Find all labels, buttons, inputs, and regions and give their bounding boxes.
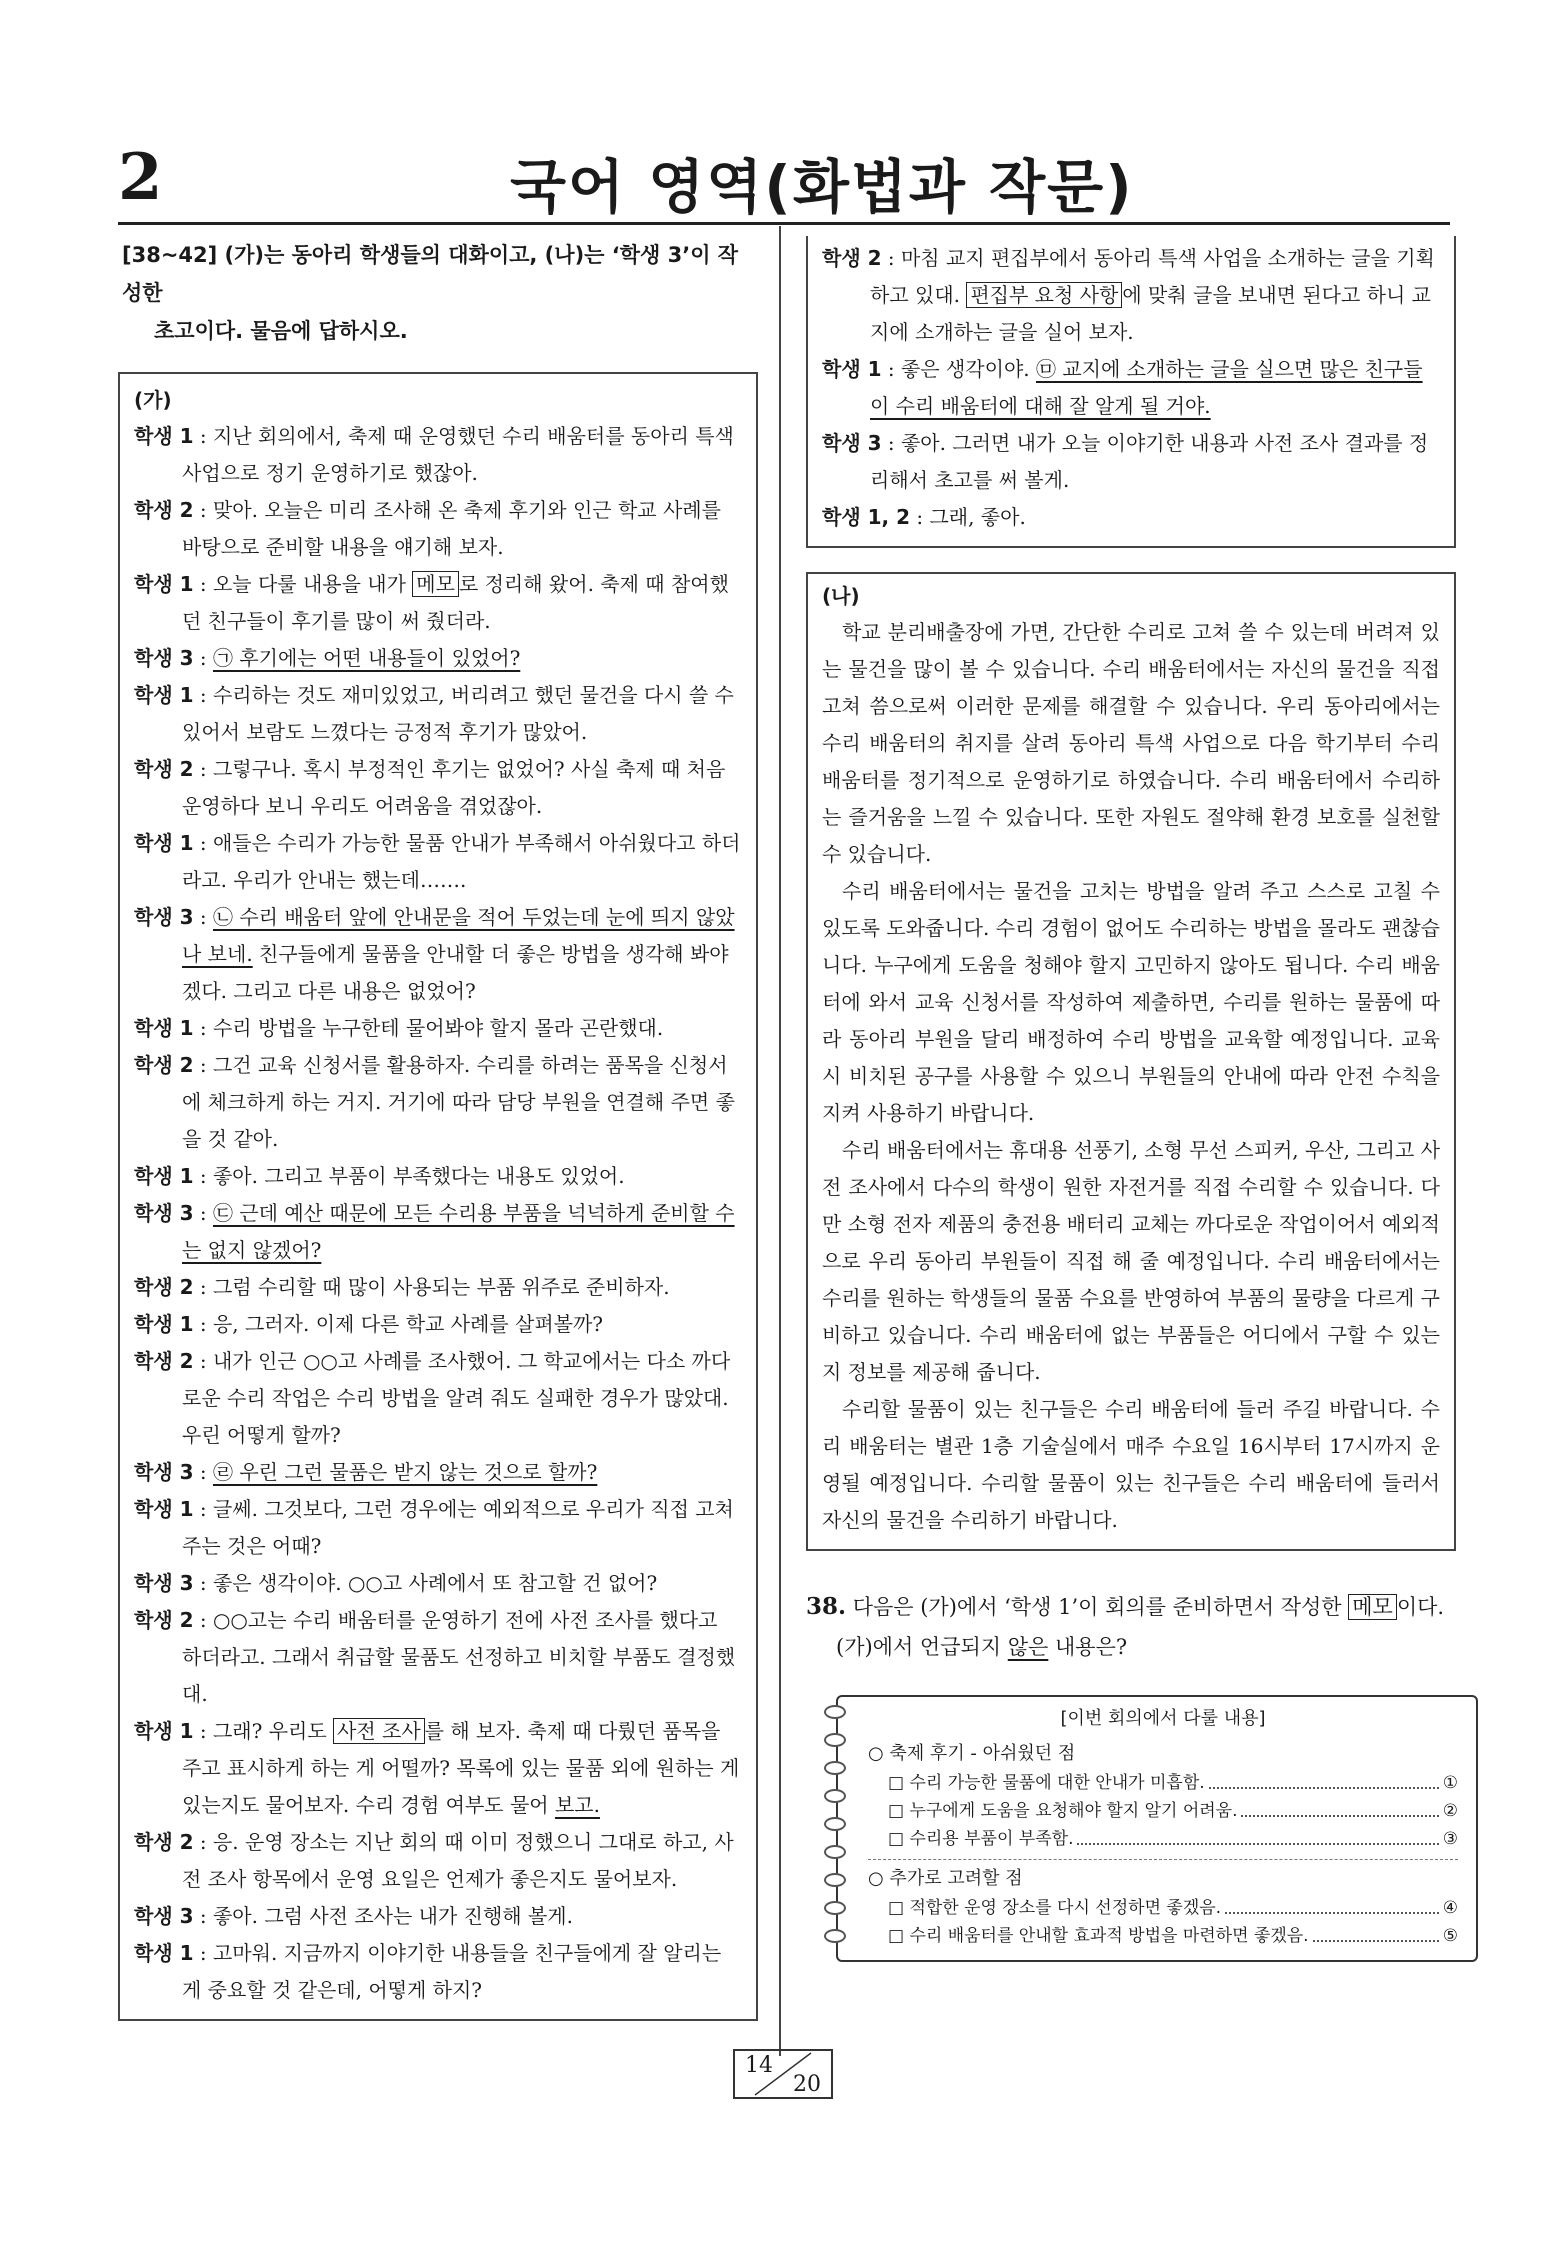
leader-dots bbox=[1077, 1825, 1438, 1845]
choice-number: ③ bbox=[1442, 1829, 1458, 1849]
utterance: 좋은 생각이야. ○○고 사례에서 또 참고할 건 없어? bbox=[212, 1571, 658, 1595]
utterance: ○○고는 수리 배움터를 운영하기 전에 사전 조사를 했다고 하더라고. 그래서 취급할 물품도 선정하고 비치할 부품도 결정했대. bbox=[182, 1608, 736, 1706]
speaker: 학생 1 bbox=[822, 357, 882, 381]
underlined-utterance: ㉣ 우린 그런 물품은 받지 않는 것으로 할까? bbox=[212, 1460, 598, 1484]
paragraph: 수리 배움터에서는 휴대용 선풍기, 소형 무선 스피커, 우산, 그리고 사전 조사에서 다수의 학생이 원한 자전거를 직접 수리할 수 있습니다. 다만 소형 전자 제품의 충전용 배터리 교체는 까다로운 작업이어서 예외적으로 우리 동아리 부원들이 직접 해 줄 예정입니다. 수리 배움터에서는 수리를 원하는 학생들의 물품 수요를 반영하여 부품의 물량을 다르게 구비하고 있습니다. 수리 배움터에 없는 부품들은 어디에서 구할 수 있는지 정보를 제공해 줍니다. bbox=[822, 1138, 1440, 1384]
passage-na-paragraphs bbox=[822, 614, 1440, 1539]
question-line2-underlined: 않은 bbox=[1007, 1635, 1049, 1659]
question-text-pre: 다음은 (가)에서 ‘학생 1’이 회의를 준비하면서 작성한 bbox=[852, 1595, 1349, 1619]
page-current: 14 bbox=[745, 2053, 773, 2078]
utterance: 그래? 우리도 bbox=[212, 1719, 334, 1743]
speaker: 학생 2 bbox=[134, 757, 194, 781]
passage-ga-box bbox=[118, 372, 758, 2021]
speaker: 학생 3 bbox=[134, 1571, 194, 1595]
utterance: 응, 그러자. 이제 다른 학교 사례를 살펴볼까? bbox=[212, 1312, 604, 1336]
dialogue-line: 학생 3 : 좋아. 그러면 내가 오늘 이야기한 내용과 사전 조사 결과를 정리해서 초고를 써 볼게. bbox=[822, 431, 1429, 492]
paragraph: 수리할 물품이 있는 친구들은 수리 배움터에 들러 주길 바랍니다. 수리 배움터는 별관 1층 기술실에서 매주 수요일 16시부터 17시까지 운영될 예정입니다. 수리할 물품이 있는 친구들은 수리 배움터에 들러서 자신의 물건을 수리하기 바랍니다. bbox=[822, 1397, 1440, 1532]
speaker: 학생 2 bbox=[134, 1275, 194, 1299]
memo-item-text: □ 수리 가능한 물품에 대한 안내가 미흡함. bbox=[888, 1773, 1205, 1793]
utterance: 를 해 보자. 축제 때 다뤘던 품목을 주고 표시하게 하는 게 어떨까? 목록에 있는 물품 외에 원하는 게 있는지도 물어보자. 수리 경험 여부도 물어 bbox=[182, 1719, 740, 1817]
question-38 bbox=[806, 1587, 1456, 1667]
utterance: 좋아. 그러면 내가 오늘 이야기한 내용과 사전 조사 결과를 정리해서 초고를 써 볼게. bbox=[870, 431, 1429, 492]
dialogue-line: 학생 1 : 고마워. 지금까지 이야기한 내용들을 친구들에게 잘 알리는 게 중요할 것 같은데, 어떻게 하지? bbox=[134, 1941, 722, 2002]
speaker: 학생 2 bbox=[134, 1053, 194, 1077]
utterance: 좋아. 그럼 사전 조사는 내가 진행해 볼게. bbox=[212, 1904, 573, 1928]
passage-na-label: (나) bbox=[822, 584, 860, 608]
memo-item-text: □ 누구에게 도움을 요청해야 할지 알기 어려움. bbox=[888, 1801, 1238, 1821]
passage-ga-continued-box bbox=[806, 236, 1456, 548]
speaker: 학생 3 bbox=[134, 1904, 194, 1928]
utterance: 지난 회의에서, 축제 때 운영했던 수리 배움터를 동아리 특색 사업으로 정기 운영하기로 했잖아. bbox=[182, 424, 734, 485]
memo-item bbox=[868, 1825, 1458, 1853]
speaker: 학생 1 bbox=[134, 1497, 194, 1521]
page-title: 국어 영역(화법과 작문) bbox=[510, 153, 1134, 221]
speaker: 학생 1 bbox=[134, 831, 194, 855]
utterance: 그건 교육 신청서를 활용하자. 수리를 하려는 품목을 신청서에 체크하게 하는 거지. 거기에 따라 담당 부원을 연결해 주면 좋을 것 같아. bbox=[182, 1053, 735, 1151]
dialogue-line: 학생 1 : 지난 회의에서, 축제 때 운영했던 수리 배움터를 동아리 특색 사업으로 정기 운영하기로 했잖아. bbox=[134, 424, 734, 485]
speaker: 학생 1 bbox=[134, 1719, 194, 1743]
dialogue-line: 학생 2 : 내가 인근 ○○고 사례를 조사했어. 그 학교에서는 다소 까다로운 수리 작업은 수리 방법을 알려 줘도 실패한 경우가 많았대. 우린 어떻게 할까? bbox=[134, 1349, 731, 1447]
dialogue-line: 학생 2 : 맞아. 오늘은 미리 조사해 온 축제 후기와 인근 학교 사례를 바탕으로 준비할 내용을 얘기해 보자. bbox=[134, 498, 721, 559]
underlined-utterance: ㉢ 근데 예산 때문에 모든 수리용 부품을 넉넉하게 준비할 수는 없지 않겠어? bbox=[182, 1201, 735, 1262]
memo-item-text: □ 수리 배움터를 안내할 효과적 방법을 마련하면 좋겠음. bbox=[888, 1926, 1309, 1946]
question-line2-pre: (가)에서 언급되지 bbox=[836, 1635, 1008, 1659]
dialogue-line: 학생 3 : 좋은 생각이야. ○○고 사례에서 또 참고할 건 없어? bbox=[134, 1571, 658, 1595]
underlined-utterance: ㉠ 후기에는 어떤 내용들이 있었어? bbox=[212, 646, 521, 670]
speaker: 학생 3 bbox=[134, 1201, 194, 1225]
dialogue-line: 학생 1 : 응, 그러자. 이제 다른 학교 사례를 살펴볼까? bbox=[134, 1312, 604, 1336]
underlined-utterance: ㉡ 수리 배움터 앞에 안내문을 적어 두었는데 눈에 띄지 않았나 보네. bbox=[182, 905, 735, 966]
question-line2 bbox=[806, 1627, 1456, 1667]
memo-items2 bbox=[868, 1894, 1458, 1950]
dialogue-list bbox=[134, 418, 742, 2009]
speaker: 학생 2 bbox=[134, 1608, 194, 1632]
memo-divider bbox=[868, 1859, 1458, 1860]
dialogue-line: 학생 3 : ㉠ 후기에는 어떤 내용들이 있었어? bbox=[134, 646, 521, 670]
dialogue-line: 학생 2 : 응. 운영 장소는 지난 회의 때 이미 정했으니 그대로 하고, 사전 조사 항목에서 운영 요일은 언제가 좋은지도 물어보자. bbox=[134, 1830, 734, 1891]
leader-dots bbox=[1225, 1894, 1439, 1914]
utterance: 좋은 생각이야. bbox=[900, 357, 1036, 381]
leader-dots bbox=[1313, 1922, 1439, 1942]
question-number: 38. bbox=[806, 1593, 847, 1620]
paragraph: 수리 배움터에서는 물건을 고치는 방법을 알려 주고 스스로 고칠 수 있도록 도와줍니다. 수리 경험이 없어도 수리하는 방법을 몰라도 괜찮습니다. 누구에게 도움을 청해야 할지 고민하지 않아도 됩니다. 수리 배움터에 와서 교육 신청서를 작성하여 제출하면, 수리를 원하는 물품에 따라 동아리 부원을 달리 배정하여 수리 방법을 교육할 예정입니다. 교육 시 비치된 공구를 사용할 수 있으니 부원들의 안내에 따라 안전 수칙을 지켜 사용하기 바랍니다. bbox=[822, 879, 1440, 1125]
memo-section1: ○ 축제 후기 - 아쉬웠던 점 bbox=[868, 1743, 1076, 1764]
memo-card bbox=[836, 1695, 1478, 1962]
speaker: 학생 1 bbox=[134, 1312, 194, 1336]
instruction bbox=[118, 236, 758, 350]
utterance: 마침 교지 편집부에서 동아리 특색 사업을 소개하는 글을 기획하고 있대. bbox=[870, 246, 1435, 307]
boxed-term: 사전 조사 bbox=[333, 1718, 425, 1744]
question-line2-post: 내용은? bbox=[1048, 1635, 1128, 1659]
memo-items1 bbox=[868, 1769, 1458, 1853]
question-text-post: 이다. bbox=[1396, 1595, 1445, 1619]
header-rule bbox=[118, 222, 1450, 225]
utterance: 친구들에게 물품을 안내할 더 좋은 방법을 생각해 봐야겠다. 그리고 다른 내용은 없었어? bbox=[182, 942, 729, 1003]
memo-item bbox=[868, 1922, 1458, 1950]
utterance: 애들은 수리가 가능한 물품 안내가 부족해서 아쉬웠다고 하더라고. 우리가 안내는 했는데……. bbox=[182, 831, 741, 892]
speaker: 학생 1, 2 bbox=[822, 505, 910, 529]
utterance: 맞아. 오늘은 미리 조사해 온 축제 후기와 인근 학교 사례를 바탕으로 준비할 내용을 얘기해 보자. bbox=[182, 498, 721, 559]
paragraph: 학교 분리배출장에 가면, 간단한 수리로 고쳐 쓸 수 있는데 버려져 있는 물건을 많이 볼 수 있습니다. 수리 배움터에서는 자신의 물건을 직접 고쳐 씀으로써 이러한 문제를 해결할 수 있습니다. 우리 동아리에서는 수리 배움터의 취지를 살려 동아리 특색 사업으로 다음 학기부터 수리 배움터를 정기적으로 운영하기로 하였습니다. 수리 배움터에서 수리하는 즐거움을 느낄 수 있습니다. 또한 자원도 절약해 환경 보호를 실천할 수 있습니다. bbox=[822, 620, 1440, 866]
leader-dots bbox=[1241, 1797, 1438, 1817]
dialogue-line: 학생 1 : 오늘 다룰 내용을 내가 메모 로 정리해 왔어. 축제 때 참여했던 친구들이 후기를 많이 써 줬더라. bbox=[134, 572, 729, 633]
right-column bbox=[806, 236, 1456, 1962]
dialogue-line: 학생 1 : 좋아. 그리고 부품이 부족했다는 내용도 있었어. bbox=[134, 1164, 625, 1188]
leader-dots bbox=[1209, 1769, 1439, 1789]
underlined-utterance: ㉤ 교지에 소개하는 글을 실으면 많은 친구들이 수리 배움터에 대해 잘 알게 될 거야. bbox=[870, 357, 1423, 418]
passage-na-box bbox=[806, 572, 1456, 1551]
utterance: 로 정리해 왔어. 축제 때 참여했던 친구들이 후기를 많이 써 줬더라. bbox=[182, 572, 729, 633]
boxed-term: 메모 bbox=[412, 571, 459, 597]
memo-item bbox=[868, 1797, 1458, 1825]
dialogue-line: 학생 1 : 좋은 생각이야. ㉤ 교지에 소개하는 글을 실으면 많은 친구들이 수리 배움터에 대해 잘 알게 될 거야. bbox=[822, 357, 1423, 418]
speaker: 학생 1 bbox=[134, 1016, 194, 1040]
column-divider bbox=[779, 226, 781, 2056]
dialogue-line: 학생 1 : 그래? 우리도 사전 조사 를 해 보자. 축제 때 다뤘던 품목을 주고 표시하게 하는 게 어떨까? 목록에 있는 물품 외에 원하는 게 있는지도 물어보자. 수리 경험 여부도 물어 보고. bbox=[134, 1719, 740, 1817]
speaker: 학생 3 bbox=[134, 905, 194, 929]
speaker: 학생 2 bbox=[134, 1830, 194, 1854]
speaker: 학생 2 bbox=[822, 246, 882, 270]
page-number: 2 bbox=[118, 140, 163, 215]
utterance: 응. 운영 장소는 지난 회의 때 이미 정했으니 그대로 하고, 사전 조사 항목에서 운영 요일은 언제가 좋은지도 물어보자. bbox=[182, 1830, 734, 1891]
utterance: 그렇구나. 혹시 부정적인 후기는 없었어? 사실 축제 때 처음 운영하다 보니 우리도 어려움을 겪었잖아. bbox=[182, 757, 726, 818]
utterance: 고마워. 지금까지 이야기한 내용들을 친구들에게 잘 알리는 게 중요할 것 같은데, 어떻게 하지? bbox=[182, 1941, 722, 2002]
dialogue-line: 학생 1 : 글쎄. 그것보다, 그런 경우에는 예외적으로 우리가 직접 고쳐 주는 것은 어때? bbox=[134, 1497, 734, 1558]
utterance: 좋아. 그리고 부품이 부족했다는 내용도 있었어. bbox=[212, 1164, 625, 1188]
memo-title: [이번 회의에서 다룰 내용] bbox=[1060, 1708, 1266, 1729]
question-boxed-term: 메모 bbox=[1348, 1594, 1397, 1620]
speaker: 학생 1 bbox=[134, 1164, 194, 1188]
memo-section2: ○ 추가로 고려할 점 bbox=[868, 1868, 1023, 1889]
speaker: 학생 1 bbox=[134, 683, 194, 707]
utterance: 오늘 다룰 내용을 내가 bbox=[212, 572, 413, 596]
utterance: 글쎄. 그것보다, 그런 경우에는 예외적으로 우리가 직접 고쳐 주는 것은 어때? bbox=[182, 1497, 734, 1558]
dialogue-line: 학생 3 : ㉣ 우린 그런 물품은 받지 않는 것으로 할까? bbox=[134, 1460, 598, 1484]
dialogue-line: 학생 3 : 좋아. 그럼 사전 조사는 내가 진행해 볼게. bbox=[134, 1904, 573, 1928]
utterance: 그래, 좋아. bbox=[929, 505, 1026, 529]
utterance: 그럼 수리할 때 많이 사용되는 부품 위주로 준비하자. bbox=[212, 1275, 670, 1299]
page-total: 20 bbox=[793, 2072, 821, 2097]
utterance: 내가 인근 ○○고 사례를 조사했어. 그 학교에서는 다소 까다로운 수리 작업은 수리 방법을 알려 줘도 실패한 경우가 많았대. 우린 어떻게 할까? bbox=[182, 1349, 731, 1447]
underlined-utterance: 보고. bbox=[554, 1793, 600, 1817]
speaker: 학생 3 bbox=[134, 646, 194, 670]
page-counter bbox=[733, 2049, 833, 2099]
choice-number: ① bbox=[1442, 1773, 1458, 1793]
speaker: 학생 2 bbox=[134, 1349, 194, 1373]
spiral-binding bbox=[824, 1705, 848, 1952]
speaker: 학생 3 bbox=[134, 1460, 194, 1484]
dialogue-line: 학생 2 : 그럼 수리할 때 많이 사용되는 부품 위주로 준비하자. bbox=[134, 1275, 670, 1299]
memo-item-text: □ 적합한 운영 장소를 다시 선정하면 좋겠음. bbox=[888, 1898, 1222, 1918]
speaker: 학생 1 bbox=[134, 572, 194, 596]
left-column bbox=[118, 236, 758, 2021]
choice-number: ② bbox=[1442, 1801, 1458, 1821]
passage-ga-label: (가) bbox=[134, 388, 172, 412]
speaker: 학생 3 bbox=[822, 431, 882, 455]
utterance: 에 맞춰 글을 보내면 된다고 하니 교지에 소개하는 글을 실어 보자. bbox=[870, 283, 1431, 344]
dialogue-line: 학생 2 : 그건 교육 신청서를 활용하자. 수리를 하려는 품목을 신청서에 체크하게 하는 거지. 거기에 따라 담당 부원을 연결해 주면 좋을 것 같아. bbox=[134, 1053, 735, 1151]
dialogue-line: 학생 1 : 수리 방법을 누구한테 물어봐야 할지 몰라 곤란했대. bbox=[134, 1016, 664, 1040]
choice-number: ⑤ bbox=[1442, 1926, 1458, 1946]
memo-item bbox=[868, 1894, 1458, 1922]
memo-item-text: □ 수리용 부품이 부족함. bbox=[888, 1829, 1074, 1849]
speaker: 학생 2 bbox=[134, 498, 194, 522]
dialogue-line: 학생 3 : ㉢ 근데 예산 때문에 모든 수리용 부품을 넉넉하게 준비할 수는 없지 않겠어? bbox=[134, 1201, 735, 1262]
dialogue-line: 학생 3 : ㉡ 수리 배움터 앞에 안내문을 적어 두었는데 눈에 띄지 않았나 보네. 친구들에게 물품을 안내할 더 좋은 방법을 생각해 봐야겠다. 그리고 다른 내용은 없었어? bbox=[134, 905, 735, 1003]
choice-number: ④ bbox=[1442, 1898, 1458, 1918]
boxed-term: 편집부 요청 사항 bbox=[966, 282, 1122, 308]
dialogue-line: 학생 1 : 수리하는 것도 재미있었고, 버리려고 했던 물건을 다시 쓸 수 있어서 보람도 느꼈다는 긍정적 후기가 많았어. bbox=[134, 683, 734, 744]
instruction-line1: [38~42] (가)는 동아리 학생들의 대화이고, (나)는 ‘학생 3’이 작성한 bbox=[122, 243, 739, 305]
dialogue-line: 학생 1, 2 : 그래, 좋아. bbox=[822, 505, 1026, 529]
speaker: 학생 1 bbox=[134, 1941, 194, 1965]
utterance: 수리하는 것도 재미있었고, 버리려고 했던 물건을 다시 쓸 수 있어서 보람도 느꼈다는 긍정적 후기가 많았어. bbox=[182, 683, 734, 744]
utterance: 수리 방법을 누구한테 물어봐야 할지 몰라 곤란했대. bbox=[212, 1016, 664, 1040]
speaker: 학생 1 bbox=[134, 424, 194, 448]
dialogue-list-continued bbox=[822, 240, 1440, 536]
memo-item bbox=[868, 1769, 1458, 1797]
dialogue-line: 학생 2 : ○○고는 수리 배움터를 운영하기 전에 사전 조사를 했다고 하더라고. 그래서 취급할 물품도 선정하고 비치할 부품도 결정했대. bbox=[134, 1608, 736, 1706]
dialogue-line: 학생 2 : 마침 교지 편집부에서 동아리 특색 사업을 소개하는 글을 기획하고 있대. 편집부 요청 사항 에 맞춰 글을 보내면 된다고 하니 교지에 소개하는 글을 실어 보자. bbox=[822, 246, 1435, 344]
dialogue-line: 학생 2 : 그렇구나. 혹시 부정적인 후기는 없었어? 사실 축제 때 처음 운영하다 보니 우리도 어려움을 겪었잖아. bbox=[134, 757, 726, 818]
instruction-line2: 초고이다. 물음에 답하시오. bbox=[154, 319, 408, 343]
dialogue-line: 학생 1 : 애들은 수리가 가능한 물품 안내가 부족해서 아쉬웠다고 하더라고. 우리가 안내는 했는데……. bbox=[134, 831, 741, 892]
